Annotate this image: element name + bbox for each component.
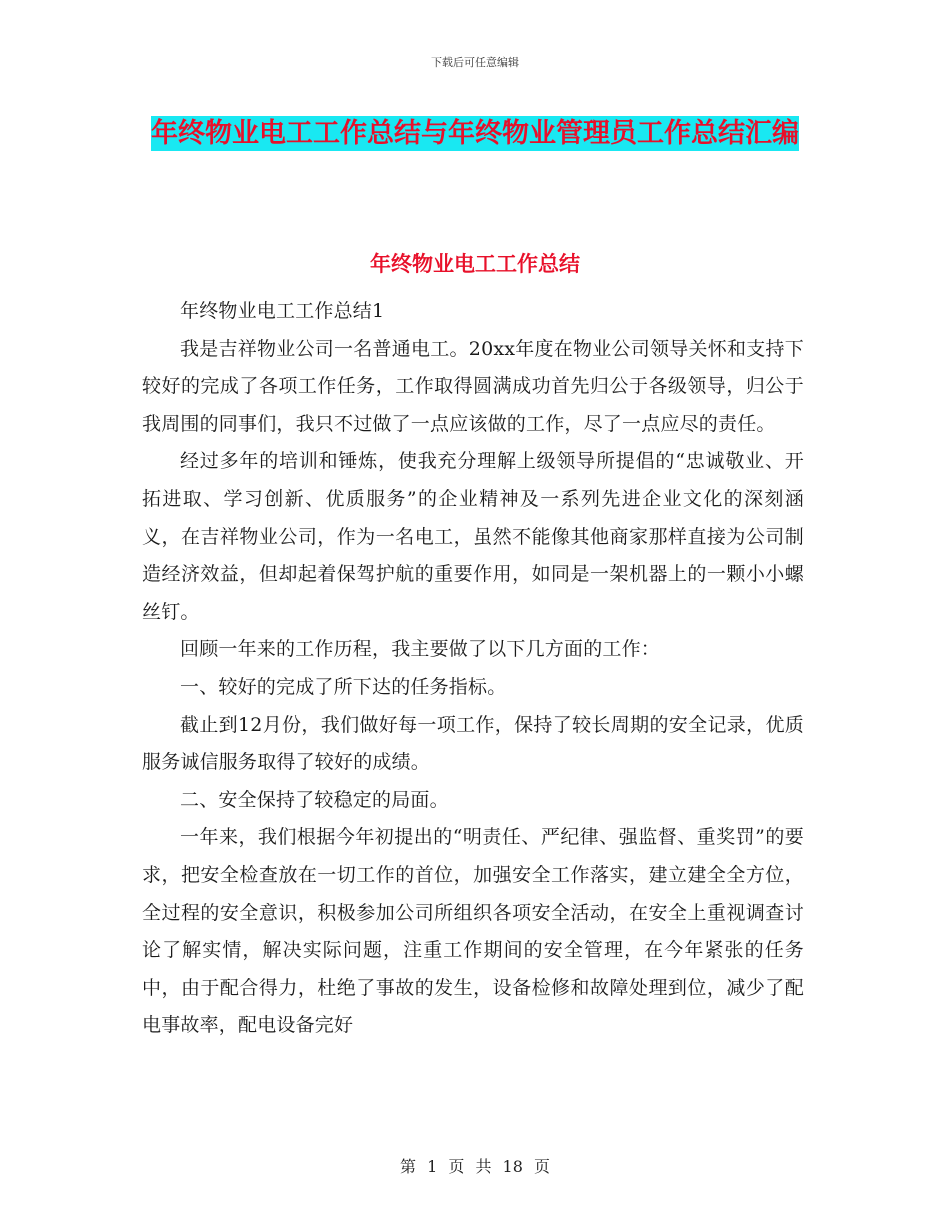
paragraph: 我是吉祥物业公司一名普通电工。20xx年度在物业公司领导关怀和支持下较好的完成了各项工作任务，工作取得圆满成功首先归公于各级领导，归公于我周围的同事们，我只不过做了一点应该做的工作，尽了一点应尽的责任。 xyxy=(142,337,804,435)
section-title: 年终物业电工工作总结 xyxy=(370,252,580,276)
paragraph: 截止到12月份，我们做好每一项工作，保持了较长周期的安全记录，优质服务诚信服务取得了较好的成绩。 xyxy=(142,713,804,774)
page-footer: 第 1 页 共 18 页 xyxy=(400,1157,550,1176)
paragraph: 回顾一年来的工作历程，我主要做了以下几方面的工作： xyxy=(180,638,661,661)
paragraph: 一年来，我们根据今年初提出的“明责任、严纪律、强监督、重奖罚”的要求，把安全检查放在一切工作的首位，加强安全工作落实，建立建全全方位，全过程的安全意识，积极参加公司所组织各项安全活动，在安全上重视调查讨论了解实情，解决实际问题，注重工作期间的安全管理，在今年紧张的任务中，由于配合得力，杜绝了事故的发生，设备检修和故障处理到位，减少了配电事故率，配电设备完好 xyxy=(142,826,804,1037)
document-body xyxy=(142,293,804,1045)
paragraph: 二、安全保持了较稳定的局面。 xyxy=(180,788,449,811)
paragraph: 一、较好的完成了所下达的任务指标。 xyxy=(180,675,507,698)
paragraph: 年终物业电工工作总结1 xyxy=(180,300,385,322)
paragraph: 经过多年的培训和锤炼，使我充分理解上级领导所提倡的“忠诚敬业、开拓进取、学习创新、优质服务”的企业精神及一系列先进企业文化的深刻涵义，在吉祥物业公司，作为一名电工，虽然不能像其他商家那样直接为公司制造经济效益，但却起着保驾护航的重要作用，如同是一架机器上的一颗小小螺丝钉。 xyxy=(142,450,804,623)
document-title-text: 年终物业电工工作总结与年终物业管理员工作总结汇编 xyxy=(151,118,799,149)
document-title xyxy=(140,112,810,156)
header-note: 下载后可任意编辑 xyxy=(431,56,519,69)
